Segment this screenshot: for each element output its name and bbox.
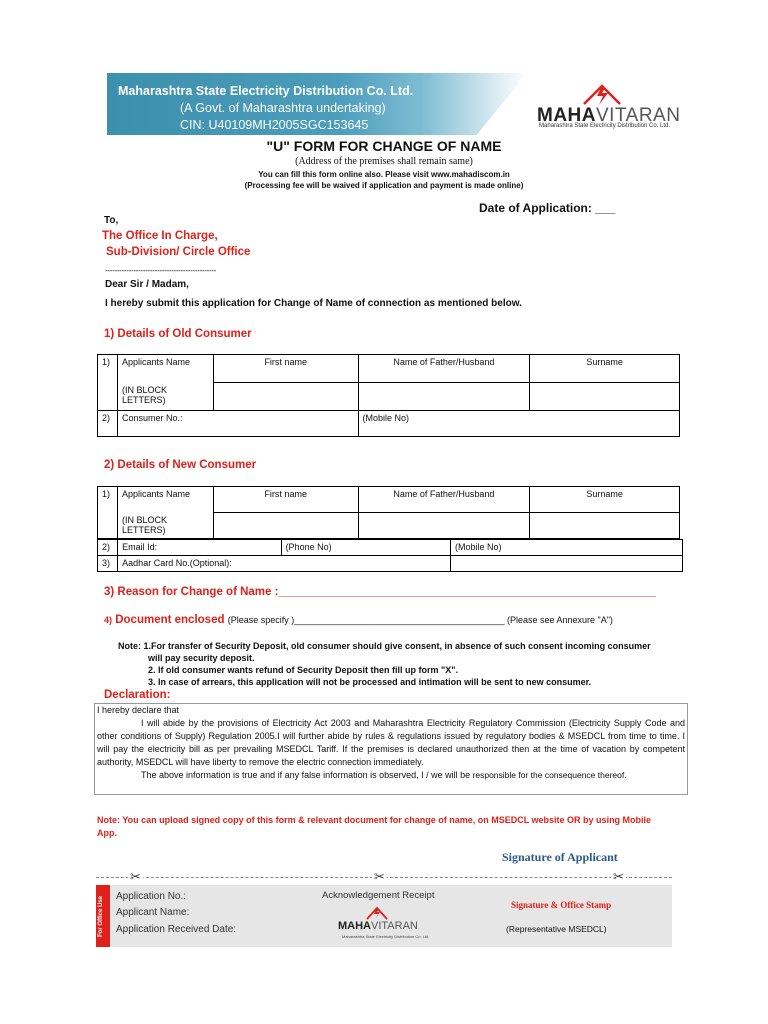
scissor-icon: ✂ xyxy=(374,869,385,884)
office-blank-line[interactable]: ----------------------------------------------- xyxy=(105,266,217,275)
new-row2-no: 2) xyxy=(98,540,118,556)
new-applicants-name-label: Applicants Name xyxy=(117,487,213,513)
declaration-box xyxy=(94,703,688,795)
old-consumer-no-field[interactable]: Consumer No.: xyxy=(117,411,358,437)
old-consumer-table xyxy=(97,354,680,437)
signature-of-applicant[interactable]: Signature of Applicant xyxy=(502,850,618,864)
new-block-letters-label: (IN BLOCK LETTERS) xyxy=(117,513,213,539)
ack-logo-subtitle: Maharashtra State Electricity Distribution Co. Ltd. xyxy=(342,934,430,939)
old-col-first-name: First name xyxy=(213,355,358,383)
declaration-consequence: The above information is true and if any false information is observed, I / we will be responsible for the consequence thereof. xyxy=(141,770,627,780)
document-enclosed-label: Document enclosed xyxy=(115,614,225,626)
ack-applicant-name[interactable]: Applicant Name: xyxy=(116,907,190,918)
scissor-icon: ✂ xyxy=(130,869,141,884)
old-father-name-field[interactable] xyxy=(358,383,530,411)
mahavitaran-logo: MAHAVITARAN xyxy=(537,105,681,126)
ack-received-date[interactable]: Application Received Date: xyxy=(116,924,237,935)
old-row1-no: 1) xyxy=(98,355,118,383)
old-surname-field[interactable] xyxy=(530,383,680,411)
salutation: Dear Sir / Madam, xyxy=(105,279,189,290)
signature-office-stamp[interactable]: Signature & Office Stamp xyxy=(511,900,612,910)
aadhar-field[interactable]: Aadhar Card No.(Optional): xyxy=(118,556,451,572)
scissor-icon: ✂ xyxy=(613,869,624,884)
ack-application-no[interactable]: Application No.: xyxy=(116,891,187,902)
aadhar-extra-field[interactable] xyxy=(451,556,683,572)
new-col-surname: Surname xyxy=(530,487,680,513)
new-row3-no: 3) xyxy=(98,556,118,572)
fee-waiver-info: (Processing fee will be waived if application and payment is made online) xyxy=(244,181,524,190)
old-applicants-name-label: Applicants Name xyxy=(117,355,213,383)
new-col-father-name: Name of Father/Husband xyxy=(358,487,530,513)
form-subtitle: (Address of the premises shall remain same) xyxy=(295,156,473,167)
new-first-name-field[interactable] xyxy=(213,513,358,539)
ack-mahavitaran-logo: MAHAVITARAN xyxy=(338,920,418,932)
new-email-field[interactable]: Email Id: xyxy=(118,540,281,556)
new-col-first-name: First name xyxy=(213,487,358,513)
new-mobile-field[interactable]: (Mobile No) xyxy=(451,540,683,556)
office-use-strip: For Office Use xyxy=(96,885,110,947)
logo-subtitle: Maharashtra State Electricity Distribution Co. Ltd. xyxy=(539,123,671,129)
new-row1-no: 1) xyxy=(98,487,118,513)
document-specify: (Please specify )__________________________________________ (Please see Annexure "A") xyxy=(227,615,613,625)
old-block-letters-label: (IN BLOCK LETTERS) xyxy=(117,383,213,411)
declaration-intro: I hereby declare that xyxy=(97,705,180,715)
upload-note: Note: You can upload signed copy of this form & relevant document for change of name, on MSEDCL website OR by using Mobile App. xyxy=(97,815,652,838)
document-number: 4) xyxy=(104,615,113,625)
new-consumer-contact-table xyxy=(97,539,683,572)
old-consumer-heading: 1) Details of Old Consumer xyxy=(104,328,252,340)
document-enclosed[interactable] xyxy=(104,614,613,626)
old-first-name-field[interactable] xyxy=(213,383,358,411)
old-row2-no: 2) xyxy=(98,411,118,437)
note-line-2: 2. If old consumer wants refund of Security Deposit then fill up form "X". xyxy=(148,665,459,675)
form-title: "U" FORM FOR CHANGE OF NAME xyxy=(266,138,502,154)
old-mobile-no-field[interactable]: (Mobile No) xyxy=(358,411,679,437)
sub-division-office: Sub-Division/ Circle Office xyxy=(106,246,251,258)
note-line-3: 3. In case of arrears, this application will not be processed and intimation will be sent to new consumer. xyxy=(148,677,592,687)
new-father-name-field[interactable] xyxy=(358,513,530,539)
reason-for-change[interactable]: 3) Reason for Change of Name :___________________________________________________________ xyxy=(104,586,656,598)
intro-text: I hereby submit this application for Change of Name of connection as mentioned below. xyxy=(105,298,522,309)
new-surname-field[interactable] xyxy=(530,513,680,539)
online-info: You can fill this form online also. Please visit www.mahadiscom.in xyxy=(258,170,510,179)
new-consumer-heading: 2) Details of New Consumer xyxy=(104,459,257,471)
declaration-paragraph: I will abide by the provisions of Electricity Act 2003 and Maharashtra Electricity Regulatory Commission (Electricity Supply Code and other conditions of Supply) Regulation 2005.I will further abide by rules & regulations issued by regulatory bodies & MSEDCL from time to time. I will pay the electricity bill as per prevailing MSEDCL Tariff. If the premises is declared unauthorized then at the time of vacation by competent authority, MSEDCL will have liberty to remove the electric connection immediately. xyxy=(97,718,685,767)
office-in-charge: The Office In Charge, xyxy=(102,230,218,242)
to-label: To, xyxy=(104,215,119,226)
old-col-father-name: Name of Father/Husband xyxy=(358,355,530,383)
lightning-logo-icon xyxy=(366,906,388,920)
company-name: Maharashtra State Electricity Distribution Co. Ltd. xyxy=(118,84,414,98)
new-phone-field[interactable]: (Phone No) xyxy=(281,540,450,556)
cin-number: CIN: U40109MH2005SGC153645 xyxy=(180,118,369,132)
govt-undertaking: (A Govt. of Maharashtra undertaking) xyxy=(180,101,386,115)
lightning-logo-icon xyxy=(582,84,622,106)
representative-msedcl: (Representative MSEDCL) xyxy=(506,924,607,934)
note-line-1b: will pay security deposit. xyxy=(148,653,255,663)
new-consumer-table xyxy=(97,486,680,539)
declaration-heading: Declaration: xyxy=(104,689,171,701)
old-col-surname: Surname xyxy=(530,355,680,383)
note-line-1: Note: 1.For transfer of Security Deposit, old consumer should give consent, in absence of such consent incoming consumer xyxy=(118,641,651,651)
date-of-application[interactable]: Date of Application: ___ xyxy=(479,201,616,215)
ack-receipt-title: Acknowledgement Receipt xyxy=(322,890,435,901)
